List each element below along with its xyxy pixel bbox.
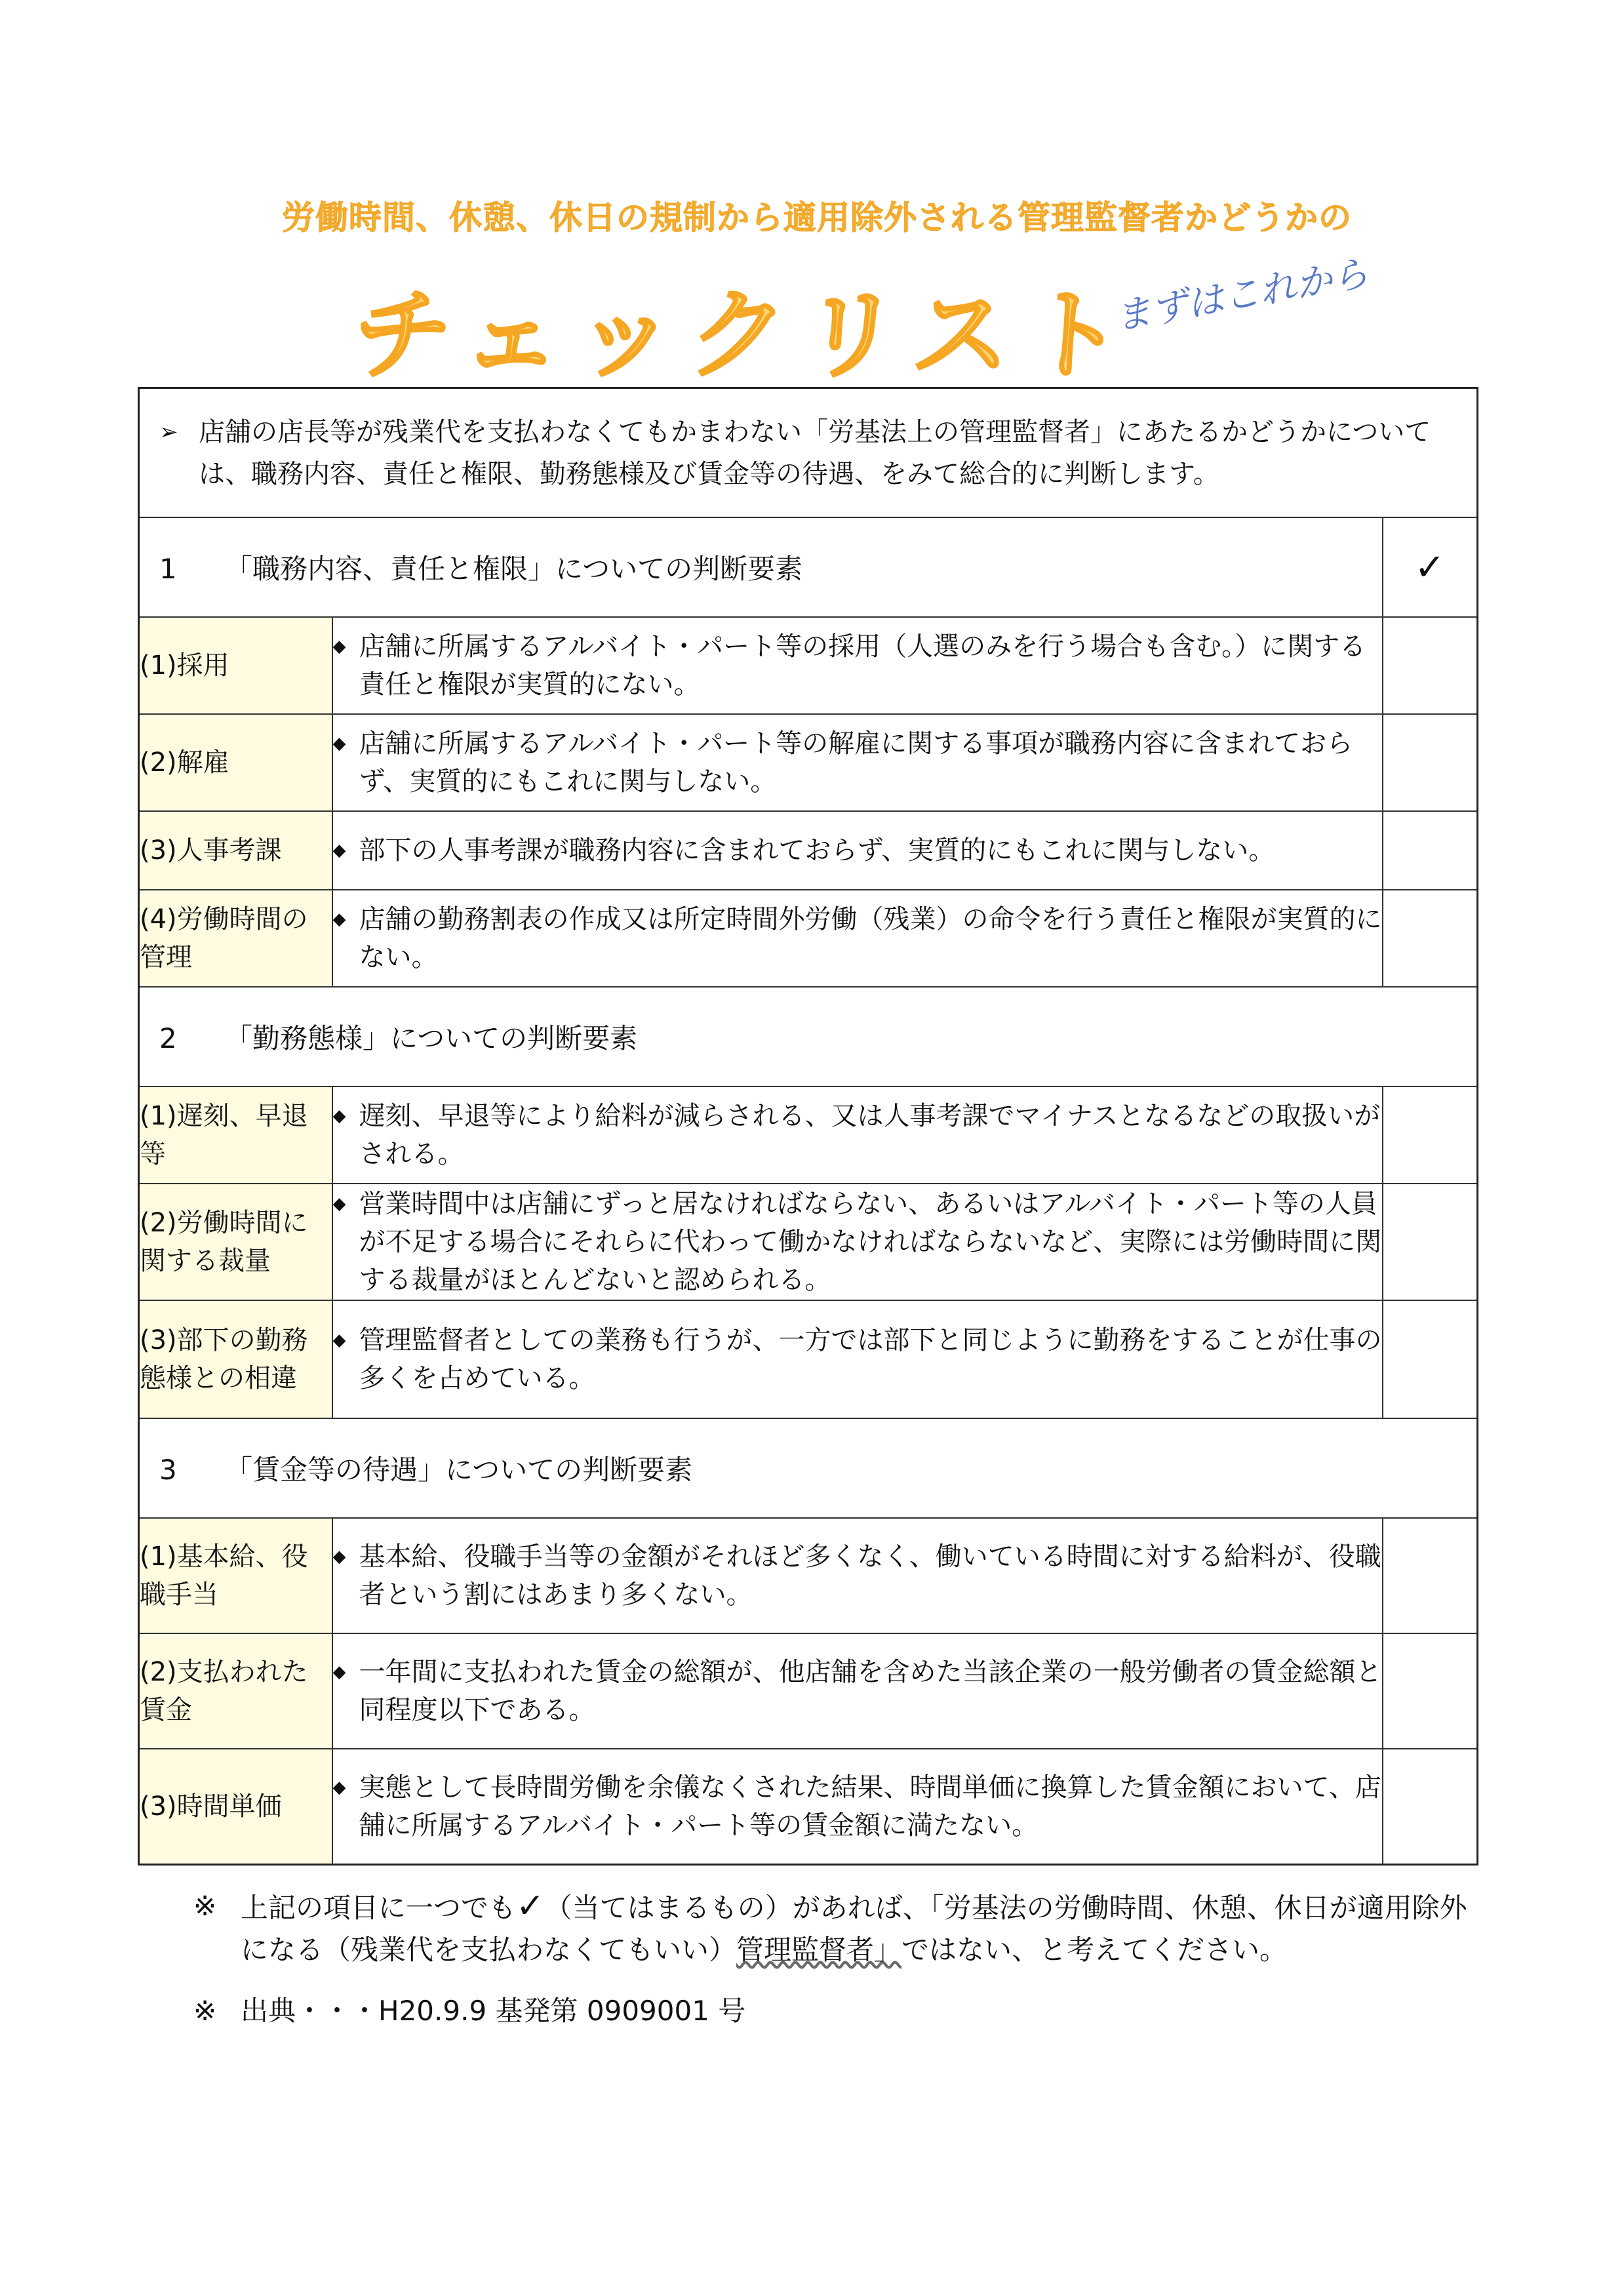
handwritten-tagline: まずはこれから — [1111, 252, 1372, 339]
bullet-icon: ◆ — [332, 1662, 346, 1682]
check-box[interactable] — [1383, 617, 1478, 714]
bullet-icon: ◆ — [332, 1547, 346, 1567]
item-text: 管理監督者としての業務も行うが、一方では部下と同じように勤務をすることが仕事の多くを占めている。 — [359, 1325, 1382, 1393]
checklist-row — [139, 890, 1478, 987]
intro-cell — [139, 388, 1478, 518]
check-box[interactable] — [1383, 811, 1478, 890]
item-label: (3)時間単価 — [139, 1749, 332, 1864]
checklist-row — [139, 714, 1478, 811]
item-label: (2)支払われた賃金 — [139, 1633, 332, 1749]
item-text: 営業時間中は店舗にずっと居なければならない、あるいはアルバイト・パート等の人員が不足する場合にそれらに代わって働かなければならないなど、実際には労働時間に関する裁量がほとんどないと認められる。 — [359, 1189, 1382, 1295]
checkmark-icon: ✓ — [516, 1886, 545, 1926]
checkmark-icon: ✓ — [1383, 517, 1478, 617]
checklist-row — [139, 1087, 1478, 1184]
checklist-row — [139, 1518, 1478, 1633]
item-label: (4)労働時間の管理 — [139, 890, 332, 987]
section-header-3 — [139, 1418, 1478, 1518]
check-box[interactable] — [1383, 1518, 1478, 1633]
checklist-row — [139, 811, 1478, 890]
arrow-icon: ➢ — [159, 418, 178, 445]
item-label: (2)解雇 — [139, 714, 332, 811]
checklist-row — [139, 1749, 1478, 1864]
item-label: (2)労働時間に関する裁量 — [139, 1184, 332, 1300]
item-label: (1)遅刻、早退等 — [139, 1087, 332, 1184]
bullet-icon: ◆ — [332, 734, 346, 753]
check-box[interactable] — [1383, 1300, 1478, 1418]
section-number: 3 — [159, 1454, 177, 1486]
section-title: 「職務内容、責任と権限」についての判断要素 — [225, 553, 803, 585]
item-text: 基本給、役職手当等の金額がそれほど多くなく、働いている時間に対する給料が、役職者という割にはあまり多くない。 — [359, 1542, 1381, 1610]
footnote-source — [193, 1990, 1492, 2032]
item-text: 店舗に所属するアルバイト・パート等の採用（人選のみを行う場合も含む。）に関する責任と権限が実質的にない。 — [359, 631, 1366, 700]
checklist-table — [138, 387, 1478, 1866]
check-box[interactable] — [1383, 1749, 1478, 1864]
bullet-icon: ◆ — [332, 1194, 346, 1214]
intro-row — [139, 388, 1478, 518]
checklist-row — [139, 617, 1478, 714]
bullet-icon: ◆ — [332, 1106, 346, 1126]
section-header-1 — [139, 517, 1478, 617]
checklist-row — [139, 1184, 1478, 1300]
check-box[interactable] — [1383, 1633, 1478, 1749]
item-text: 遅刻、早退等により給料が減らされる、又は人事考課でマイナスとなるなどの取扱いがされる。 — [359, 1101, 1381, 1169]
check-box[interactable] — [1383, 1184, 1478, 1300]
item-text: 実態として長時間労働を余儀なくされた結果、時間単価に換算した賃金額において、店舗に所属するアルバイト・パート等の賃金額に満たない。 — [359, 1772, 1381, 1841]
bullet-icon: ◆ — [332, 1330, 346, 1350]
item-label: (1)基本給、役職手当 — [139, 1518, 332, 1633]
item-label: (1)採用 — [139, 617, 332, 714]
checklist-row — [139, 1633, 1478, 1749]
document-title: チェックリスト — [349, 279, 1142, 393]
item-text: 店舗の勤務割表の作成又は所定時間外労働（残業）の命令を行う責任と権限が実質的にない。 — [359, 904, 1382, 972]
intro-text: 店舗の店長等が残業代を支払わなくてもかまわない「労基法上の管理監督者」にあたるかどうかについては、職務内容、責任と権限、勤務態様及び賃金等の待遇、をみて総合的に判断します。 — [199, 416, 1431, 489]
checklist-row — [139, 1300, 1478, 1418]
section-title: 「勤務態様」についての判断要素 — [225, 1022, 638, 1054]
note-mark: ※ — [193, 1890, 217, 1922]
item-text: 部下の人事考課が職務内容に含まれておらず、実質的にもこれに関与しない。 — [359, 835, 1275, 866]
section-title: 「賃金等の待遇」についての判断要素 — [225, 1454, 693, 1486]
item-text: 店舗に所属するアルバイト・パート等の解雇に関する事項が職務内容に含まれておらず、実質的にもこれに関与しない。 — [359, 728, 1353, 797]
item-label: (3)人事考課 — [139, 811, 332, 890]
section-number: 2 — [159, 1022, 177, 1054]
check-box[interactable] — [1383, 714, 1478, 811]
item-text: 一年間に支払われた賃金の総額が、他店舗を含めた当該企業の一般労働者の賃金総額と同程度以下である。 — [359, 1657, 1382, 1725]
footnote-condition — [193, 1885, 1492, 1971]
section-number: 1 — [159, 553, 177, 585]
note-mark: ※ — [193, 1995, 217, 2027]
check-box[interactable] — [1383, 890, 1478, 987]
bullet-icon: ◆ — [332, 1777, 346, 1797]
source-text: 出典・・・H20.9.9 基発第 0909001 号 — [241, 1995, 746, 2027]
item-label: (3)部下の勤務態様との相違 — [139, 1300, 332, 1418]
bullet-icon: ◆ — [332, 909, 346, 929]
check-box[interactable] — [1383, 1087, 1478, 1184]
section-header-2 — [139, 987, 1478, 1087]
bullet-icon: ◆ — [332, 841, 346, 860]
bullet-icon: ◆ — [332, 637, 346, 656]
document-subtitle: 労働時間、休憩、休日の規制から適用除外される管理監督者かどうかの — [282, 199, 1352, 237]
footnote-text: 上記の項目に一つでも✓（当てはまるもの）があれば、「労基法の労働時間、休憩、休日が適用除外になる（残業代を支払わなくてもいい）管理監督者」ではない、と考えてください。 — [241, 1886, 1467, 1966]
